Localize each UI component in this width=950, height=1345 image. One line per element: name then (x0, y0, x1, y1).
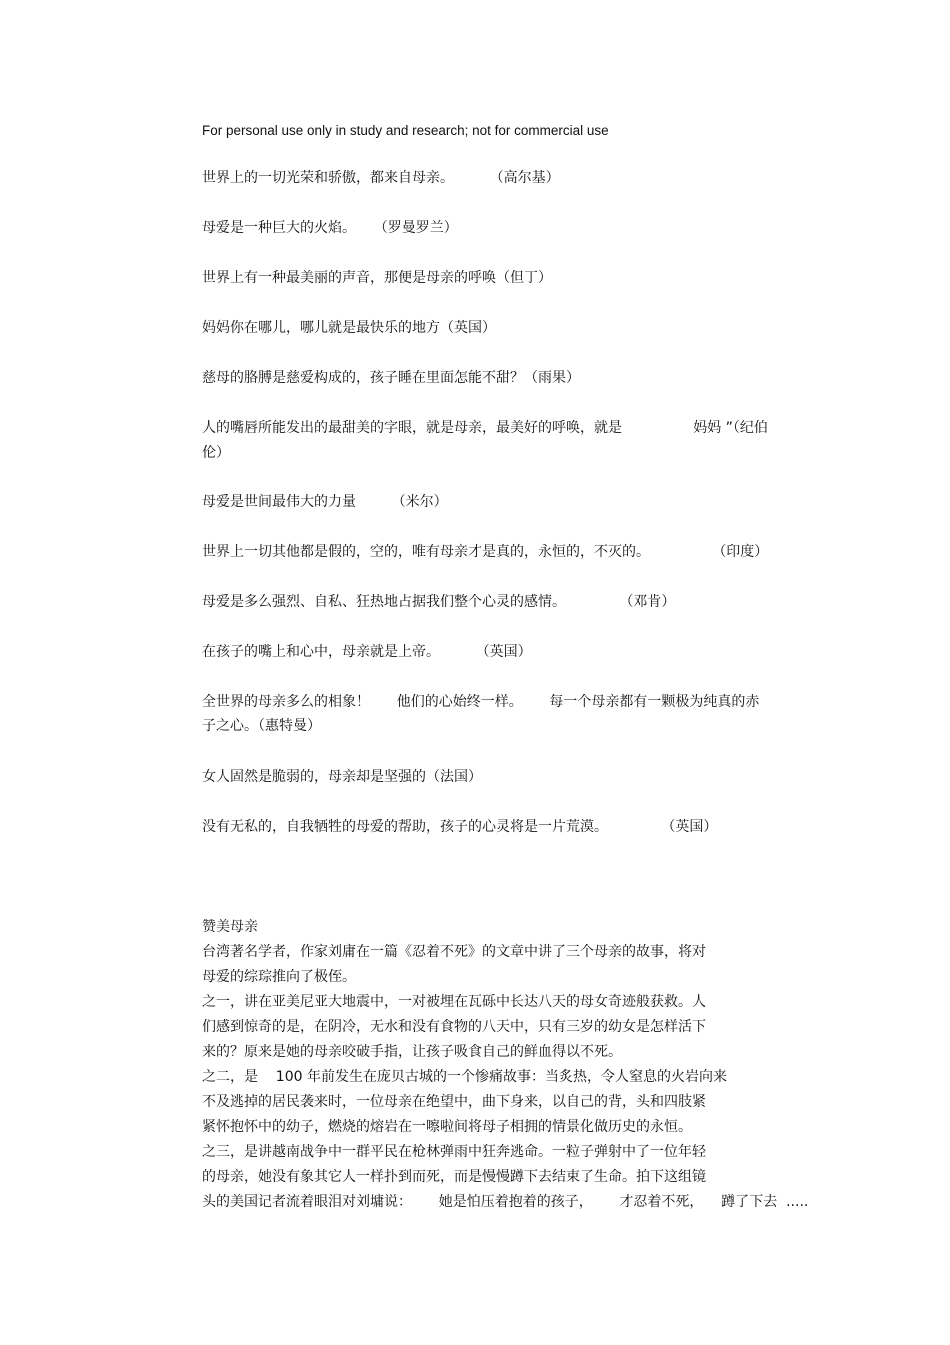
quote-line: 世界上一切其他都是假的，空的，唯有母亲才是真的，永恒的，不灭的。 （印度） (202, 544, 769, 560)
essay-title: 赞美母亲 (202, 919, 258, 935)
quote-line: 母爱是世间最伟大的力量 （米尔） (202, 494, 448, 510)
essay-line: 母爱的综琮推向了极侄。 (202, 969, 356, 985)
quote-line: 慈母的胳膊是慈爱构成的，孩子睡在里面怎能不甜？（雨果） (202, 370, 580, 386)
essay-line: 台湾著名学者，作家刘庸在一篇《忍着不死》的文章中讲了三个母亲的故事，将对 (202, 944, 706, 960)
quote-line: 全世界的母亲多么的相象！ 他们的心始终一样。 每一个母亲都有一颗极为纯真的赤 (202, 694, 760, 710)
essay-line: 来的？原来是她的母亲咬破手指，让孩子吸食自己的鲜血得以不死。 (202, 1044, 622, 1060)
essay-line: 之三，是讲越南战争中一群平民在枪林弹雨中狂奔逃命。一粒子弹射中了一位年轻 (202, 1144, 706, 1160)
disclaimer-text: For personal use only in study and research; not for commercial use (202, 123, 609, 138)
quote-line: 母爱是多么强烈、自私、狂热地占据我们整个心灵的感情。 （邓肯） (202, 594, 676, 610)
essay-line: 之一，讲在亚美尼亚大地震中，一对被埋在瓦砾中长达八天的母女奇迹般获救。人 (202, 994, 706, 1010)
quote-line: 世界上的一切光荣和骄傲，都来自母亲。 （高尔基） (202, 170, 560, 186)
quote-line: 子之心。（惠特曼） (202, 718, 321, 734)
essay-line: 的母亲，她没有象其它人一样扑到而死，而是慢慢蹲下去结束了生命。拍下这组镜 (202, 1169, 706, 1185)
quote-line: 母爱是一种巨大的火焰。 （罗曼罗兰） (202, 220, 458, 236)
essay-line: 紧怀抱怀中的幼子，燃烧的熔岩在一嚓啦间将母子相拥的情景化做历史的永恒。 (202, 1119, 692, 1135)
essay-line: 头的美国记者流着眼泪对刘墉说： 她是怕压着抱着的孩子， 才忍着不死， 蹲了下去 ..... (202, 1194, 809, 1210)
quote-line: 在孩子的嘴上和心中，母亲就是上帝。 （英国） (202, 644, 532, 660)
essay-line: 不及逃掉的居民袭来时，一位母亲在绝望中，曲下身来，以自己的背，头和四肢紧 (202, 1094, 706, 1110)
quote-line: 女人固然是脆弱的，母亲却是坚强的（法国） (202, 769, 482, 785)
quote-line: 妈妈你在哪儿，哪儿就是最快乐的地方（英国） (202, 320, 496, 336)
quote-line: 伦） (202, 445, 230, 461)
quote-line: 没有无私的，自我牺牲的母爱的帮助，孩子的心灵将是一片荒漠。 （英国） (202, 819, 718, 835)
essay-line: 们感到惊奇的是，在阴冷，无水和没有食物的八天中，只有三岁的幼女是怎样活下 (202, 1019, 706, 1035)
essay-line: 之二，是 100 年前发生在庞贝古城的一个惨痛故事：当炙热，令人窒息的火岩向来 (202, 1069, 727, 1085)
quote-line: 人的嘴唇所能发出的最甜美的字眼，就是母亲，最美好的呼唤，就是 妈妈 ”（纪伯 (202, 420, 768, 436)
quote-line: 世界上有一种最美丽的声音，那便是母亲的呼唤（但丁） (202, 270, 552, 286)
